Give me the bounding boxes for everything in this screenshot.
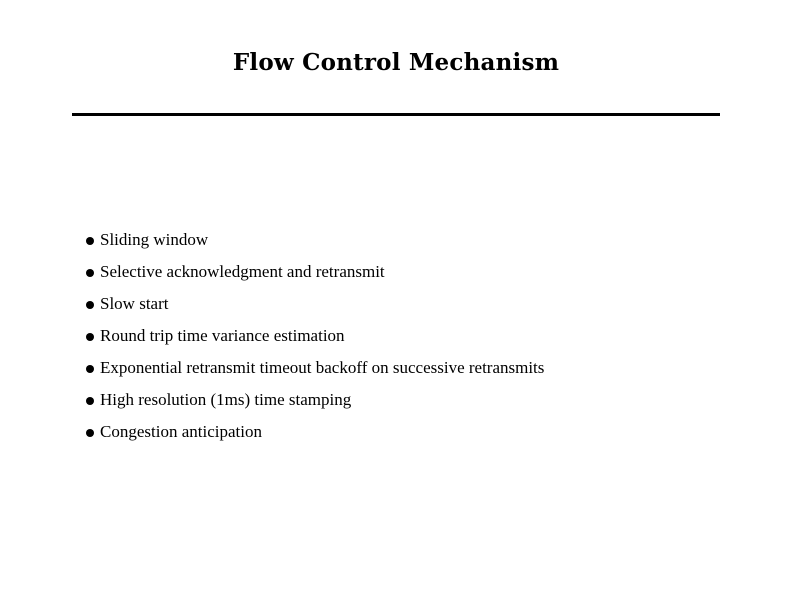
bullet-dot-icon — [86, 237, 94, 245]
bullet-item-slow-start — [86, 288, 544, 320]
bullet-item-sliding-window — [86, 224, 544, 256]
bullet-dot-icon — [86, 333, 94, 341]
bullet-text: Selective acknowledgment and retransmit — [100, 262, 385, 281]
bullet-text: Congestion anticipation — [100, 422, 262, 441]
bullet-text: Exponential retransmit timeout backoff on successive retransmits — [100, 358, 545, 377]
bullet-item-time-stamping — [86, 384, 544, 416]
bullet-text: Round trip time variance estimation — [100, 326, 345, 345]
bullet-item-congestion-anticipation — [86, 416, 544, 448]
bullet-text: Sliding window — [100, 230, 209, 249]
bullet-dot-icon — [86, 301, 94, 309]
bullet-dot-icon — [86, 429, 94, 437]
slide-title: Flow Control Mechanism — [232, 49, 560, 76]
bullet-item-selective-ack — [86, 256, 544, 288]
bullet-dot-icon — [86, 397, 94, 405]
bullet-list — [86, 224, 544, 448]
bullet-text: Slow start — [100, 294, 169, 313]
bullet-item-rtt-variance — [86, 320, 544, 352]
bullet-text: High resolution (1ms) time stamping — [100, 390, 352, 409]
bullet-dot-icon — [86, 365, 94, 373]
bullet-dot-icon — [86, 269, 94, 277]
bullet-item-exponential-backoff — [86, 352, 544, 384]
title-divider — [72, 113, 720, 116]
